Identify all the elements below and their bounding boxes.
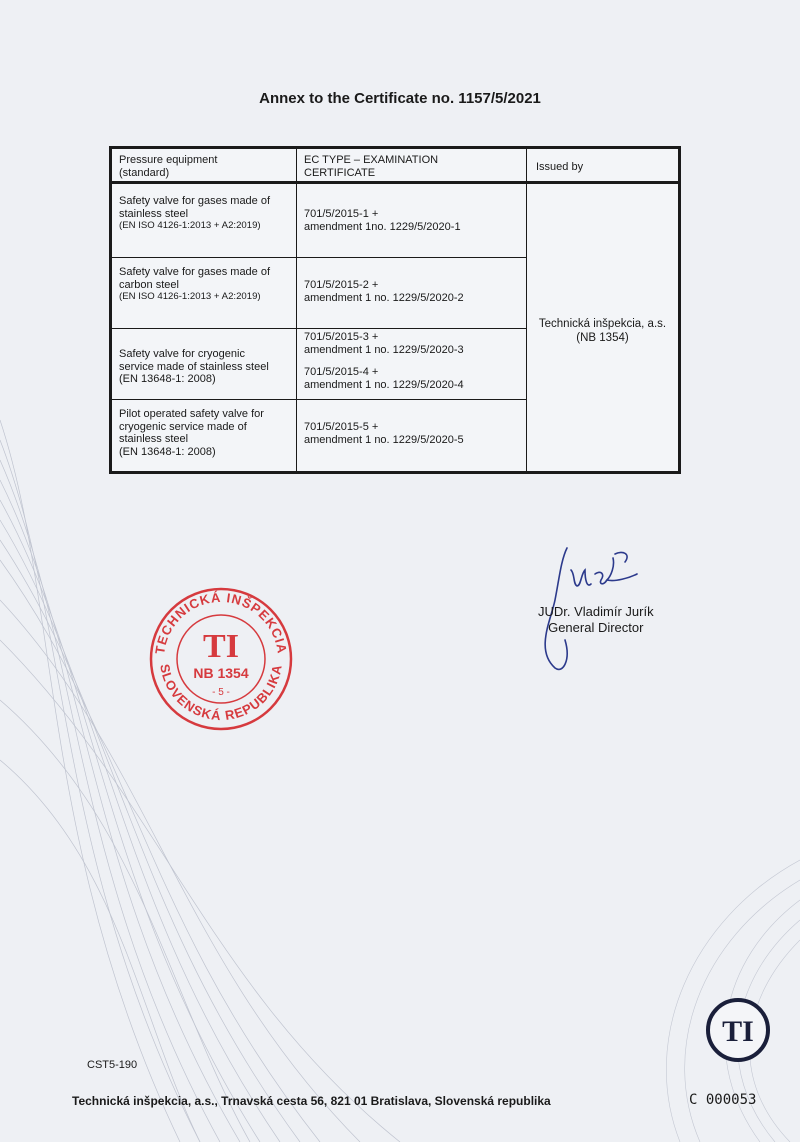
header-certificate: [304, 154, 438, 179]
ti-logo-icon: [703, 995, 773, 1065]
issuer-cell: [527, 317, 678, 345]
header-equipment: [119, 154, 217, 179]
signatory-block: [538, 604, 654, 636]
stamp-nb: NB 1354: [193, 665, 249, 681]
equipment-line: cryogenic service made of: [119, 420, 247, 433]
row-divider: [112, 257, 527, 258]
equipment-standard: (EN 13648-1: 2008): [119, 373, 216, 385]
certificate-line: 701/5/2015-4 +: [304, 366, 379, 378]
certificate-line: amendment 1no. 1229/5/2020-1: [304, 220, 461, 233]
certificate-line: amendment 1 no. 1229/5/2020-2: [304, 291, 464, 304]
equipment-line: service made of stainless steel: [119, 360, 269, 373]
issuer-name: Technická inšpekcia, a.s.: [538, 318, 667, 330]
row-divider: [112, 328, 527, 329]
equipment-line: Safety valve for cryogenic: [119, 348, 245, 360]
table-row-equipment: [119, 408, 264, 458]
equipment-line: stainless steel: [119, 207, 189, 220]
header-certificate-line1: EC TYPE – EXAMINATION: [304, 154, 439, 166]
header-separator: [112, 181, 678, 184]
equipment-standard: (EN ISO 4126-1:2013 + A2:2019): [119, 291, 261, 302]
certificate-line: amendment 1 no. 1229/5/2020-3: [304, 343, 464, 356]
header-issuer: Issued by: [536, 161, 584, 173]
certificate-line: 701/5/2015-5 +: [304, 421, 379, 433]
header-certificate-line2: CERTIFICATE: [304, 166, 376, 179]
column-divider: [296, 149, 297, 471]
stamp-number: - 5 -: [212, 687, 230, 698]
serial-number: C 000053: [689, 1092, 757, 1108]
table-row-equipment: [119, 348, 269, 386]
stamp-logo: TI: [203, 628, 239, 665]
equipment-line: carbon steel: [119, 278, 179, 291]
table-row-certificates: [304, 208, 461, 233]
ti-logo-text: TI: [722, 1015, 754, 1048]
certificate-line: 701/5/2015-3 +: [304, 331, 379, 343]
table-row-certificates: [304, 279, 464, 304]
stamp-ring-top: TECHNICKÁ INŠPEKCIA: [152, 589, 290, 656]
equipment-line: Pilot operated safety valve for: [119, 408, 264, 420]
column-divider: [526, 149, 527, 471]
equipment-standard: (EN ISO 4126-1:2013 + A2:2019): [119, 220, 261, 231]
certificate-line: 701/5/2015-1 +: [304, 208, 379, 220]
table-row-equipment: [119, 195, 270, 233]
equipment-line: Safety valve for gases made of: [119, 266, 271, 278]
equipment-standard: (EN 13648-1: 2008): [119, 445, 216, 458]
form-code: CST5-190: [87, 1059, 138, 1071]
equipment-line: Safety valve for gases made of: [119, 195, 271, 207]
signatory-name: JUDr. Vladimír Jurík: [538, 604, 654, 619]
table-row-certificates: [304, 331, 464, 391]
certificate-line: 701/5/2015-2 +: [304, 279, 379, 291]
document-title: Annex to the Certificate no. 1157/5/2021: [259, 90, 541, 107]
certificate-line: amendment 1 no. 1229/5/2020-4: [304, 378, 464, 391]
header-equipment-line1: Pressure equipment: [119, 154, 218, 166]
table-row-equipment: [119, 266, 270, 304]
certificate-table: [109, 146, 681, 474]
signatory-role: General Director: [548, 620, 644, 635]
issuer-nb: (NB 1354): [576, 332, 629, 344]
stamp-ring-bottom: SLOVENSKÁ REPUBLIKA: [157, 662, 285, 724]
table-row-certificates: [304, 421, 464, 446]
footer-address: Technická inšpekcia, a.s., Trnavská cesta 56, 821 01 Bratislava, Slovenská republika: [72, 1094, 551, 1108]
certificate-line: amendment 1 no. 1229/5/2020-5: [304, 433, 464, 446]
row-divider: [112, 399, 527, 400]
equipment-line: stainless steel: [119, 433, 189, 445]
header-equipment-line2: (standard): [119, 166, 170, 179]
official-stamp: [146, 584, 296, 734]
